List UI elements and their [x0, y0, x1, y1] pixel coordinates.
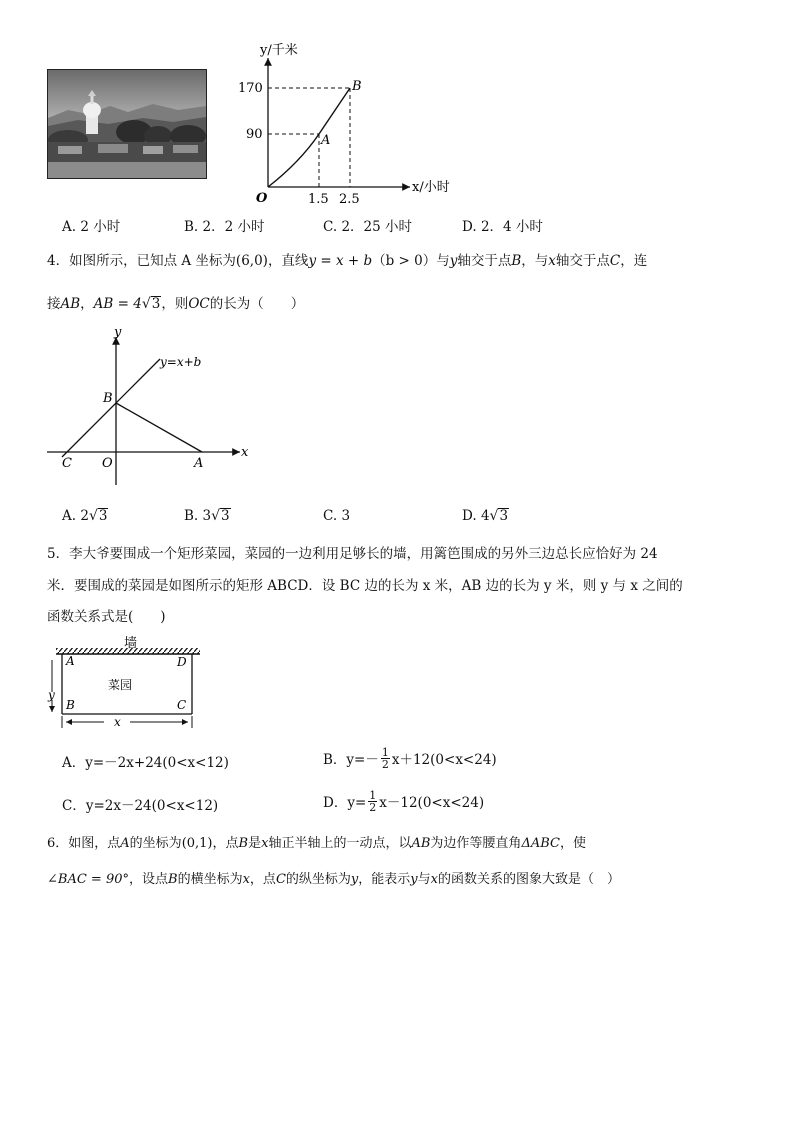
- point: B: [168, 872, 178, 887]
- y-tick-90: 90: [246, 127, 263, 142]
- option-letter: A.: [62, 508, 77, 524]
- option-letter: B.: [184, 508, 199, 524]
- var: y: [449, 253, 458, 269]
- segment: AB: [411, 836, 431, 851]
- q5-option-b[interactable]: [323, 740, 497, 776]
- segment: OC: [188, 296, 210, 312]
- q4-option-b[interactable]: [184, 508, 231, 524]
- wall-label: 墙: [124, 636, 138, 651]
- point: B: [238, 836, 249, 851]
- denominator: 2: [381, 757, 389, 771]
- coefficient: 3: [341, 508, 351, 524]
- radicand: 3: [151, 296, 161, 312]
- text: ，直线: [267, 253, 309, 269]
- y-axis-label: y: [114, 325, 122, 340]
- text: 4．如图所示，已知点 A 坐标为: [47, 253, 236, 269]
- text: 轴正半轴上的一动点，以: [268, 836, 412, 851]
- q5-option-c[interactable]: C．y=2x－24(0<x<12): [62, 798, 219, 814]
- triangle: ΔABC: [521, 836, 560, 851]
- option-letter: C.: [323, 219, 338, 235]
- coefficient: 4: [480, 508, 490, 524]
- coord: (0,1): [181, 836, 213, 851]
- var: x: [242, 872, 250, 887]
- text: ，: [80, 296, 94, 312]
- denominator: 2: [369, 800, 377, 814]
- x-axis-label: x/小时: [412, 180, 450, 195]
- angle: ∠BAC = 90°: [47, 872, 129, 887]
- option-letter: D.: [462, 508, 477, 524]
- option-letter: A.: [62, 219, 77, 235]
- segment-oa: [268, 134, 319, 187]
- q4-coordinate-figure: [44, 325, 264, 495]
- y-axis-label: y/千米: [260, 43, 298, 58]
- q3-option-a[interactable]: [62, 215, 120, 235]
- text: 接: [47, 296, 61, 312]
- point: A: [120, 836, 130, 851]
- text: 的横坐标为: [177, 872, 243, 887]
- point-c-label: C: [62, 456, 72, 471]
- corner-c-label: C: [177, 698, 187, 712]
- text: ，使: [559, 836, 586, 851]
- q6-stem-line2: [47, 871, 620, 889]
- origin-label: O: [256, 191, 268, 206]
- text: ，与: [521, 253, 549, 269]
- radical-sign: √: [141, 296, 151, 312]
- q4-stem-line1: [47, 252, 647, 270]
- var: x: [548, 253, 556, 269]
- option-suffix: x＋12(0<x<24): [391, 752, 497, 768]
- q5-stem-line1: 5．李大爷要围成一个矩形菜园，菜园的一边利用足够长的墙，用篱笆围成的另外三边总长应恰好为 24: [47, 546, 658, 562]
- fraction: [368, 790, 377, 813]
- text: ，点: [249, 872, 276, 887]
- text: 为边作等腰直角: [430, 836, 522, 851]
- y-length-label: y: [48, 688, 55, 702]
- q6-stem-line1: [47, 835, 586, 853]
- option-text: 2．2 小时: [202, 219, 265, 235]
- q4-option-c[interactable]: [323, 508, 350, 524]
- q5-garden-figure: [44, 634, 209, 734]
- text: 与: [436, 253, 450, 269]
- text: 的纵坐标为: [285, 872, 351, 887]
- q5-stem-line3: 函数关系式是( ): [47, 609, 166, 625]
- radicand: 3: [98, 508, 108, 524]
- radical-sign: √: [489, 508, 499, 524]
- text: 轴交于点: [555, 253, 610, 269]
- option-letter: D.: [462, 219, 477, 235]
- text: 的坐标为: [129, 836, 182, 851]
- segment-ab: [319, 88, 350, 134]
- option-letter: C.: [323, 508, 338, 524]
- point-b-label: B: [103, 391, 113, 406]
- q5-option-a[interactable]: A．y=－2x+24(0<x<12): [62, 755, 229, 771]
- pagoda-photo: [47, 69, 207, 179]
- point-a-label: A: [194, 456, 204, 471]
- ab-equation: AB = 4: [93, 296, 142, 312]
- pagoda-photo-image: [48, 70, 206, 178]
- condition: （b > 0）: [372, 253, 437, 269]
- option-suffix: x－12(0<x<24): [379, 795, 485, 811]
- fraction: [381, 747, 390, 770]
- x-tick-1-5: 1.5: [308, 192, 329, 207]
- option-text: 2 小时: [80, 219, 121, 235]
- numerator: 1: [369, 788, 377, 802]
- point-a-label: A: [321, 133, 331, 148]
- option-prefix: D．y=: [323, 795, 367, 811]
- corner-d-label: D: [177, 655, 187, 669]
- coefficient: 3: [202, 508, 212, 524]
- var: y: [410, 872, 418, 887]
- q4-option-a[interactable]: [62, 508, 108, 524]
- q4-stem-line2: [47, 295, 304, 313]
- origin-label: O: [102, 456, 113, 471]
- var: y: [350, 872, 359, 887]
- corner-a-label: A: [66, 654, 75, 668]
- q3-option-c[interactable]: [323, 215, 412, 235]
- coord: (6,0): [235, 253, 268, 269]
- text: ，点: [212, 836, 239, 851]
- point: C: [275, 872, 286, 887]
- garden-label: 菜园: [108, 678, 133, 692]
- line-y-eq-x-plus-b: [62, 359, 160, 457]
- radicand: 3: [499, 508, 509, 524]
- segment-ab: [116, 403, 202, 452]
- corner-b-label: B: [66, 698, 75, 712]
- q5-stem-line2: 米．要围成的菜园是如图所示的矩形 ABCD．设 BC 边的长为 x 米，AB 边的长为 y 米，则 y 与 x 之间的: [47, 578, 683, 594]
- option-text: 2．4 小时: [480, 219, 543, 235]
- y-tick-170: 170: [238, 81, 263, 96]
- q3-option-d[interactable]: [462, 215, 543, 235]
- line-equation: y = x + b: [308, 253, 373, 269]
- option-letter: B.: [184, 219, 199, 235]
- text: 与: [417, 872, 431, 887]
- option-prefix: B．y=－: [323, 752, 379, 768]
- q5-option-d[interactable]: [323, 783, 484, 819]
- text: 的函数关系的图象大致是（ ）: [438, 872, 621, 887]
- text: ，设点: [128, 872, 168, 887]
- var: x: [261, 836, 269, 851]
- radical-sign: √: [88, 508, 98, 524]
- text: ，连: [620, 253, 648, 269]
- q4-option-d[interactable]: [462, 508, 509, 524]
- x-length-label: x: [114, 715, 121, 729]
- q3-option-b[interactable]: [184, 215, 265, 235]
- segment: AB: [60, 296, 81, 312]
- text: 6．如图，点: [47, 836, 121, 851]
- line-label: y=x+b: [160, 355, 202, 369]
- numerator: 1: [381, 745, 389, 759]
- radical-sign: √: [211, 508, 221, 524]
- var: x: [430, 872, 438, 887]
- text: ，能表示: [358, 872, 411, 887]
- x-axis-label: x: [241, 445, 249, 460]
- point: B: [511, 253, 522, 269]
- distance-time-graph: [238, 40, 450, 210]
- option-text: 2．25 小时: [341, 219, 412, 235]
- text: 是: [248, 836, 262, 851]
- text: 轴交于点: [457, 253, 512, 269]
- point-b-label: B: [352, 79, 362, 94]
- coefficient: 2: [80, 508, 89, 524]
- text: ，则: [161, 296, 189, 312]
- x-tick-2-5: 2.5: [339, 192, 360, 207]
- text: 的长为（ ）: [209, 296, 305, 312]
- radicand: 3: [221, 508, 230, 524]
- point: C: [609, 253, 621, 269]
